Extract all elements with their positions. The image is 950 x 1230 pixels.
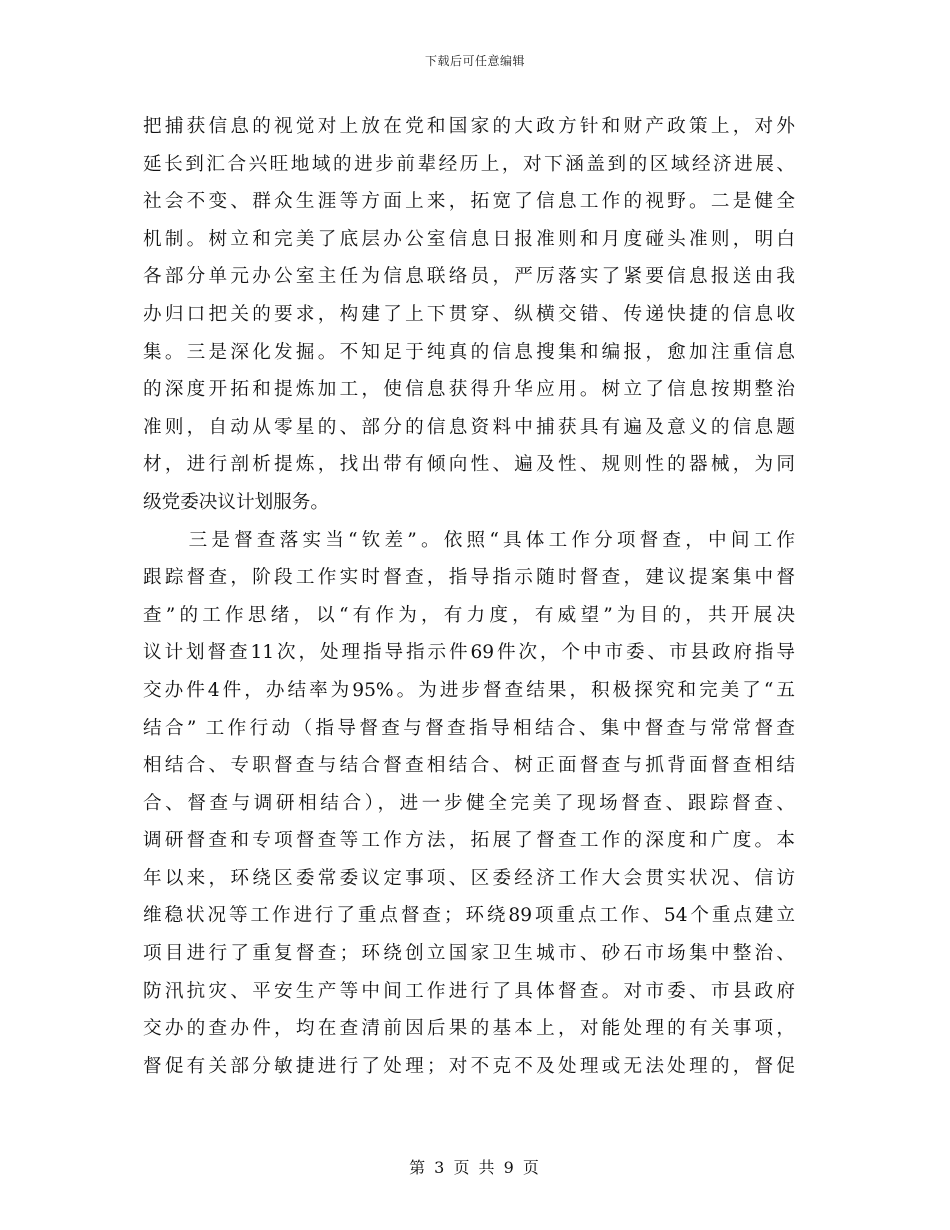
text-line: 机制。树立和完美了底层办公室信息日报准则和月度碰头准则，明白 — [143, 228, 795, 250]
text-line: 督促有关部分敏捷进行了处理；对不克不及处理或无法处理的，督促 — [143, 1055, 795, 1077]
page-header: 下载后可任意编辑 — [424, 54, 525, 68]
text-line: 结合” 工作行动（指导督查与督查指导相结合、集中督查与常常督查 — [143, 717, 795, 739]
text-line: 相结合、专职督查与结合督查相结合、树正面督查与抓背面督查相结 — [143, 755, 795, 777]
text-line: 办归口把关的要求，构建了上下贯穿、纵横交错、传递快捷的信息收 — [143, 303, 795, 325]
text-line: 材，进行剖析提炼，找出带有倾向性、遍及性、规则性的器械，为同 — [143, 454, 795, 476]
text-line: 准则，自动从零星的、部分的信息资料中捕获具有遍及意义的信息题 — [143, 416, 795, 438]
document-body — [143, 108, 795, 1085]
text-line: 调研督查和专项督查等工作方法，拓展了督查工作的深度和广度。本 — [143, 830, 795, 852]
text-line: 维稳状况等工作进行了重点督查；环绕89项重点工作、54个重点建立 — [143, 905, 795, 927]
text-line: 把捕获信息的视觉对上放在党和国家的大政方针和财产政策上，对外 — [143, 116, 795, 137]
text-line: 查”的工作思绪，以“有作为，有力度，有威望”为目的，共开展决 — [143, 604, 795, 626]
text-line: 交办的查办件，均在查清前因后果的基本上，对能处理的有关事项， — [143, 1018, 795, 1040]
text-line: 防汛抗灾、平安生产等中间工作进行了具体督查。对市委、市县政府 — [143, 980, 795, 1002]
text-line: 的深度开拓和提炼加工，使信息获得升华应用。树立了信息按期整治 — [143, 379, 795, 401]
text-line: 年以来，环绕区委常委议定事项、区委经济工作大会贯实状况、信访 — [143, 867, 795, 889]
text-line: 延长到汇合兴旺地域的进步前辈经历上，对下涵盖到的区域经济进展、 — [143, 153, 795, 175]
text-line: 议计划督查11次，处理指导指示件69件次，个中市委、市县政府指导 — [143, 642, 795, 664]
page-number-footer: 第 3 页 共 9 页 — [409, 1158, 541, 1177]
text-line: 集。三是深化发掘。不知足于纯真的信息搜集和编报，愈加注重信息 — [143, 341, 795, 363]
paragraph-end-line: 级党委决议计划服务。 — [143, 491, 329, 513]
text-line: 交办件4件，办结率为95%。为进步督查结果，积极探究和完美了“五 — [143, 679, 795, 701]
text-line: 合、督查与调研相结合），进一步健全完美了现场督查、跟踪督查、 — [143, 792, 795, 814]
text-line: 社会不变、群众生涯等方面上来，拓宽了信息工作的视野。二是健全 — [143, 191, 795, 213]
text-line: 各部分单元办公室主任为信息联络员，严厉落实了紧要信息报送由我 — [143, 266, 795, 288]
paragraph-start-line: 三是督查落实当“钦差”。依照“具体工作分项督查，中间工作 — [143, 529, 795, 551]
text-line: 跟踪督查，阶段工作实时督查，指导指示随时督查，建议提案集中督 — [143, 567, 795, 589]
text-line: 项目进行了重复督查；环绕创立国家卫生城市、砂石市场集中整治、 — [143, 943, 795, 965]
